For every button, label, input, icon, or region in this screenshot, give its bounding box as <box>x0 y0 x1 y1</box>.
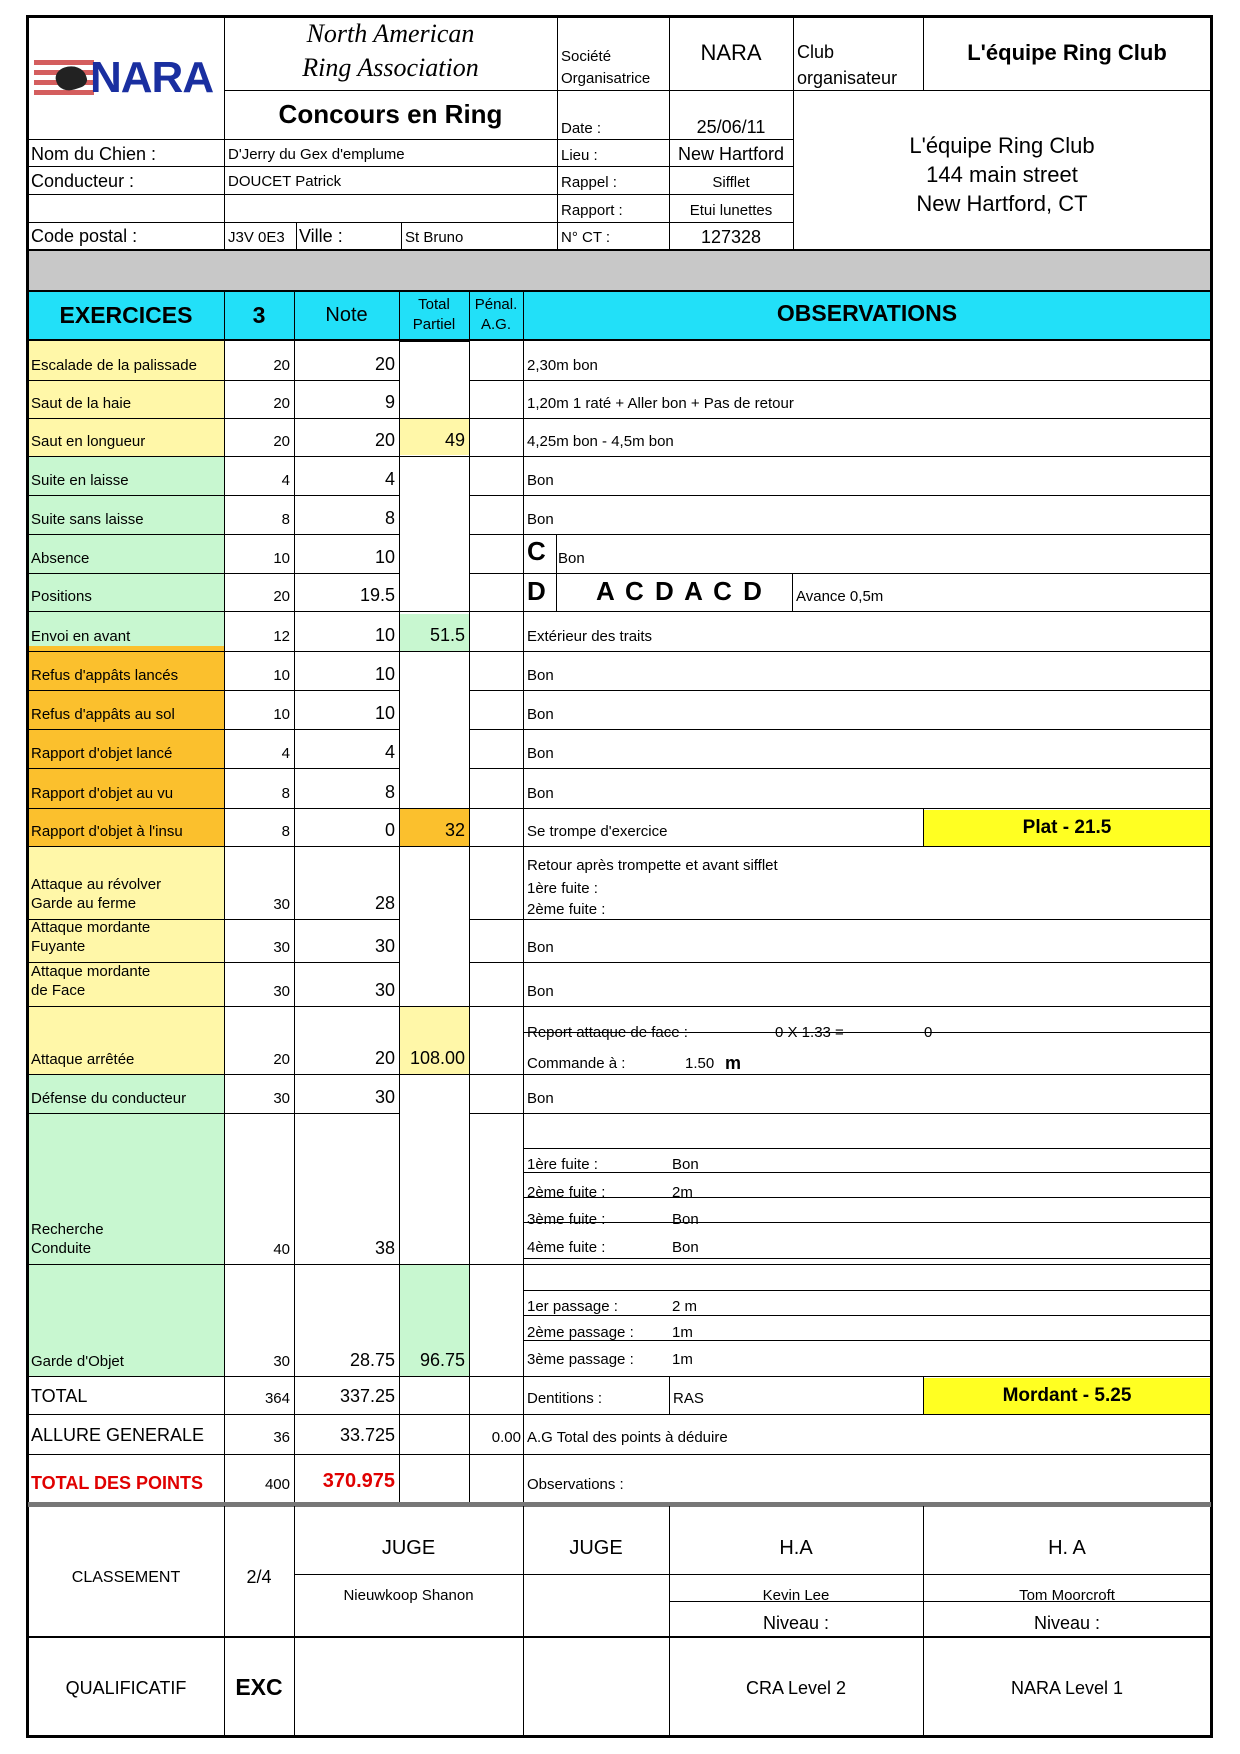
grid-line <box>28 846 399 847</box>
grid-line <box>28 1006 399 1007</box>
search-value: Bon <box>672 1239 699 1256</box>
exercise-note: 30 <box>374 1087 395 1107</box>
city-value: St Bruno <box>405 229 464 246</box>
search-value: 2m <box>672 1184 693 1201</box>
exercise-max: 30 <box>273 896 290 913</box>
grid-line <box>28 194 793 195</box>
guard-value: 2 m <box>672 1298 698 1315</box>
page-title: Concours en Ring <box>278 99 503 129</box>
grid-line <box>224 15 225 250</box>
grid-line <box>669 1376 670 1414</box>
col-level: 3 <box>252 302 266 328</box>
exercise-max: 30 <box>273 1090 290 1107</box>
grand-total-max: 400 <box>264 1476 290 1493</box>
grid-line <box>469 919 1211 920</box>
grid-line <box>399 290 400 1504</box>
grid-line <box>296 222 297 250</box>
guard-value: 1m <box>672 1351 693 1368</box>
grid-line <box>399 651 469 652</box>
guard-label: 2ème passage : <box>527 1324 634 1341</box>
exercise-observation: 4,25m bon - 4,5m bon <box>527 433 674 450</box>
exercise-note: 4 <box>384 469 395 489</box>
exercise-name: Rapport d'objet à l'insu <box>31 823 183 840</box>
exercise-note: 0 <box>384 820 395 840</box>
recall-value: Sifflet <box>712 174 750 191</box>
exercise-note: 38 <box>374 1238 395 1258</box>
grid-line <box>399 808 469 809</box>
exercise-max: 4 <box>281 745 290 762</box>
deduct-value: 0.00 <box>491 1429 521 1446</box>
exercise-note: 9 <box>384 392 395 412</box>
ranking-label: CLASSEMENT <box>71 1569 181 1586</box>
exercise-max: 20 <box>273 1051 290 1068</box>
exercise-observation: Avance 0,5m <box>796 588 884 605</box>
mordant-badge: Mordant - 5.25 <box>1002 1385 1132 1406</box>
command-label: Commande à : <box>527 1055 626 1072</box>
club-label-line2: organisateur <box>797 68 898 88</box>
exercise-observation: Bon <box>527 511 554 528</box>
exercise-max: 20 <box>273 395 290 412</box>
exercise-name: Attaque arrêtée <box>31 1051 135 1068</box>
exercise-name: Recherche <box>31 1221 104 1238</box>
org-label-line1: Société <box>561 48 612 65</box>
handler-label: Conducteur : <box>31 171 135 191</box>
grid-line <box>469 456 1211 457</box>
qualification-label: QUALIFICATIF <box>65 1678 187 1698</box>
grid-line <box>224 1506 225 1736</box>
grid-line <box>792 573 793 611</box>
grid-line <box>28 380 399 381</box>
exercise-max: 30 <box>273 1353 290 1370</box>
grid-line <box>523 1148 1211 1149</box>
exercise-observation: Retour après trompette et avant sifflet <box>527 857 778 874</box>
date-label: Date : <box>561 120 602 137</box>
exercise-observation: Bon <box>527 1090 554 1107</box>
grid-line <box>469 962 1211 963</box>
retrieve-value: Etui lunettes <box>689 202 773 219</box>
exercise-observation: Bon <box>527 472 554 489</box>
exercise-observation: Extérieur des traits <box>527 628 653 645</box>
search-label: 1ère fuite : <box>527 1156 598 1173</box>
exercise-observation: Bon <box>527 785 554 802</box>
absence-letter: C <box>527 536 546 566</box>
exercise-name: Escalade de la palissade <box>31 357 197 374</box>
search-label: 2ème fuite : <box>527 1184 606 1201</box>
grid-line <box>28 1502 1211 1507</box>
exercise-name-line2: de Face <box>31 982 86 999</box>
grid-line <box>523 1222 1211 1223</box>
ha1-title: H.A <box>779 1537 813 1559</box>
grid-line <box>28 1113 399 1114</box>
association-line1: North American <box>306 19 475 48</box>
exercise-max: 8 <box>281 511 290 528</box>
city-label: Ville : <box>299 226 343 246</box>
exercise-partial: 32 <box>444 820 465 840</box>
dog-value: D'Jerry du Gex d'emplume <box>228 146 405 163</box>
total-label: TOTAL <box>31 1386 88 1406</box>
grid-line <box>399 456 469 457</box>
allure-max: 36 <box>273 1429 290 1446</box>
exercise-name: Absence <box>31 550 90 567</box>
exercise-max: 4 <box>281 472 290 489</box>
grid-line <box>28 611 399 612</box>
exercise-name: Défense du conducteur <box>31 1090 187 1107</box>
grid-line <box>469 1074 1211 1075</box>
report-label: Report attaque de face : <box>527 1024 688 1041</box>
exercise-max: 30 <box>273 983 290 1000</box>
grid-line <box>523 1258 1211 1259</box>
grid-line <box>28 573 399 574</box>
dog-label: Nom du Chien : <box>31 144 157 164</box>
guard-value: 1m <box>672 1324 693 1341</box>
col-exercises: EXERCICES <box>59 302 193 328</box>
grid-line <box>469 495 1211 496</box>
exercise-note: 30 <box>374 936 395 956</box>
search-label: 3ème fuite : <box>527 1211 606 1228</box>
exercise-max: 8 <box>281 823 290 840</box>
grid-line <box>399 341 469 342</box>
exercise-name: Rapport d'objet lancé <box>31 745 173 762</box>
exercise-name: Suite sans laisse <box>31 511 144 528</box>
exercise-name: Refus d'appâts lancés <box>31 667 179 684</box>
border-top <box>26 15 1213 18</box>
grid-line <box>28 339 1211 341</box>
exercise-name-line2: Garde au ferme <box>31 895 137 912</box>
grid-line <box>469 380 1211 381</box>
exercise-note: 10 <box>374 547 395 567</box>
grid-line <box>28 690 399 691</box>
grid-line <box>28 418 399 419</box>
search-value: Bon <box>672 1211 699 1228</box>
positions-letter: D <box>527 576 546 606</box>
report-formula: 0 X 1.33 = <box>775 1024 844 1041</box>
search-label: 4ème fuite : <box>527 1239 606 1256</box>
exercise-note: 20 <box>374 1048 395 1068</box>
org-value: NARA <box>700 40 762 65</box>
grid-line <box>28 1074 399 1075</box>
place-label: Lieu : <box>561 147 598 164</box>
grid-line <box>469 651 1211 652</box>
col-observations: OBSERVATIONS <box>776 300 958 326</box>
grid-line <box>401 222 402 250</box>
org-label-line2: Organisatrice <box>561 70 651 87</box>
grid-line <box>469 1376 1211 1377</box>
exercise-max: 10 <box>273 550 290 567</box>
exercise-max: 8 <box>281 785 290 802</box>
ct-value: 127328 <box>700 227 762 247</box>
grid-line <box>469 611 1211 612</box>
retrieve-label: Rapport : <box>561 202 623 219</box>
report-result: 0 <box>924 1024 933 1041</box>
allure-label: ALLURE GENERALE <box>31 1425 205 1445</box>
exercise-observation: Bon <box>527 939 554 956</box>
ha2-title: H. A <box>1048 1537 1086 1559</box>
postal-label: Code postal : <box>31 226 138 246</box>
grid-line <box>294 1574 1211 1575</box>
grid-line <box>469 690 1211 691</box>
grid-line <box>469 846 1211 847</box>
col-penal-line2: A.G. <box>480 316 511 333</box>
exercise-partial: 96.75 <box>419 1350 465 1370</box>
guard-label: 3ème passage : <box>527 1351 634 1368</box>
col-total-line1: Total <box>418 296 450 313</box>
grid-line <box>28 1376 399 1377</box>
grid-line <box>523 1197 1211 1198</box>
exercise-name: Saut en longueur <box>31 433 146 450</box>
grid-line <box>224 90 793 91</box>
ranking-value: 2/4 <box>246 1567 272 1587</box>
exercise-observation-line2: 1ère fuite : <box>527 880 598 897</box>
exercise-note: 4 <box>384 742 395 762</box>
grid-line <box>399 611 469 612</box>
logo-text: NARA <box>90 53 214 102</box>
grid-line <box>28 290 1211 292</box>
exercise-name: Envoi en avant <box>31 628 131 645</box>
ha2-name: Tom Moorcroft <box>1019 1587 1115 1604</box>
exercise-observation: Bon <box>527 745 554 762</box>
grid-line <box>399 846 469 847</box>
exercise-name: Positions <box>31 588 92 605</box>
address-line2: 144 main street <box>926 162 1078 187</box>
grand-total-value: 370.975 <box>322 1470 395 1492</box>
ha1-level-label: Niveau : <box>762 1613 830 1633</box>
grid-line <box>28 729 399 730</box>
exercise-max: 20 <box>273 433 290 450</box>
exercise-partial: 51.5 <box>429 625 465 645</box>
grid-line <box>28 249 1211 251</box>
grid-line <box>469 1264 1211 1265</box>
exercise-observation: Bon <box>527 706 554 723</box>
exercise-observation-line3: 2ème fuite : <box>527 901 606 918</box>
grid-line <box>523 290 524 1504</box>
grid-line <box>28 1414 1211 1415</box>
exercise-max: 20 <box>273 588 290 605</box>
exercise-name: Garde d'Objet <box>31 1353 124 1370</box>
exercise-note: 10 <box>374 703 395 723</box>
grand-total-label: TOTAL DES POINTS <box>31 1473 204 1493</box>
grid-line <box>469 573 1211 574</box>
exercise-partial: 108.00 <box>409 1048 465 1068</box>
ha2-level: NARA Level 1 <box>1010 1678 1124 1698</box>
exercise-observation: Bon <box>527 667 554 684</box>
grid-line <box>28 1454 1211 1455</box>
ha1-level: CRA Level 2 <box>745 1678 847 1698</box>
exercise-note: 8 <box>384 508 395 528</box>
grid-line <box>28 456 399 457</box>
place-value: New Hartford <box>677 144 785 164</box>
allure-value: 33.725 <box>339 1425 395 1445</box>
grid-line <box>28 166 793 167</box>
grid-line <box>28 139 793 140</box>
border-left <box>26 15 29 1738</box>
exercise-partial: 49 <box>444 430 465 450</box>
exercise-name: Attaque au révolver <box>31 876 162 893</box>
dentitions-value: RAS <box>673 1390 704 1407</box>
grid-line <box>399 1376 469 1377</box>
exercise-max: 10 <box>273 667 290 684</box>
grid-line <box>28 1636 1211 1638</box>
exercise-max: 30 <box>273 939 290 956</box>
search-value: Bon <box>672 1156 699 1173</box>
exercise-name: Suite en laisse <box>31 472 129 489</box>
association-line2: Ring Association <box>302 53 479 82</box>
handler-value: DOUCET Patrick <box>228 173 342 190</box>
exercise-observation: Se trompe d'exercice <box>527 823 668 840</box>
recall-label: Rappel : <box>561 174 617 191</box>
grid-line <box>469 534 1211 535</box>
grid-line <box>28 1264 399 1265</box>
exercise-note: 30 <box>374 980 395 1000</box>
exercise-note: 20 <box>374 354 395 374</box>
exercise-note: 20 <box>374 430 395 450</box>
grid-line <box>557 15 558 250</box>
address-line3: New Hartford, CT <box>916 191 1088 216</box>
exercise-name: Attaque mordante <box>31 963 151 980</box>
exercise-note: 28 <box>374 893 395 913</box>
guard-label: 1er passage : <box>527 1298 618 1315</box>
exercise-observation: Bon <box>558 550 585 567</box>
grid-line <box>469 418 1211 419</box>
nara-logo <box>34 52 220 104</box>
exercise-max: 40 <box>273 1241 290 1258</box>
grid-line <box>523 1290 1211 1291</box>
grid-line <box>793 90 1211 91</box>
command-value: 1.50 <box>685 1055 715 1072</box>
exercise-observation: Bon <box>527 983 554 1000</box>
ct-label: N° CT : <box>561 229 611 246</box>
exercise-observation: 2,30m bon <box>527 357 598 374</box>
exercise-name: Attaque mordante <box>31 919 151 936</box>
exercise-observation: 1,20m 1 raté + Aller bon + Pas de retour <box>527 395 794 412</box>
exercise-note: 19.5 <box>359 585 395 605</box>
address-line1: L'équipe Ring Club <box>909 133 1095 158</box>
exercise-note: 10 <box>374 625 395 645</box>
exercise-note: 10 <box>374 664 395 684</box>
grid-line <box>469 808 1211 809</box>
dentitions-label: Dentitions : <box>527 1390 603 1407</box>
col-total-line2: Partiel <box>412 316 456 333</box>
grid-line <box>523 1315 1211 1316</box>
grid-line <box>399 1074 469 1075</box>
exercise-name-line2: Conduite <box>31 1240 92 1257</box>
grid-line <box>28 534 399 535</box>
col-penal-line1: Pénal. <box>474 296 518 313</box>
qualification-value: EXC <box>235 1674 283 1700</box>
judge1-title: JUGE <box>381 1537 436 1559</box>
postal-value: J3V 0E3 <box>228 229 285 246</box>
ha2-level-label: Niveau : <box>1033 1613 1101 1633</box>
club-label-line1: Club <box>797 42 835 62</box>
exercise-name: Rapport d'objet au vu <box>31 785 174 802</box>
grid-line <box>399 1264 469 1265</box>
date-value: 25/06/11 <box>696 117 766 137</box>
exercise-max: 20 <box>273 357 290 374</box>
fill-grey-band <box>28 251 1211 290</box>
club-value: L'équipe Ring Club <box>967 40 1167 65</box>
command-unit: m <box>725 1053 742 1073</box>
grid-line <box>399 418 469 419</box>
grid-line <box>469 768 1211 769</box>
grid-line <box>469 729 1211 730</box>
border-bottom <box>26 1735 1213 1738</box>
exercise-name-line2: Fuyante <box>31 938 86 955</box>
grid-line <box>523 1172 1211 1173</box>
grid-line <box>28 495 399 496</box>
grid-line <box>399 1006 469 1007</box>
exercise-note: 28.75 <box>349 1350 395 1370</box>
total-max: 364 <box>264 1390 290 1407</box>
grid-line <box>28 808 399 809</box>
grid-line <box>28 768 399 769</box>
ha1-name: Kevin Lee <box>762 1587 830 1604</box>
grid-line <box>469 1113 1211 1114</box>
exercise-max: 12 <box>273 628 290 645</box>
judge2-title: JUGE <box>569 1537 623 1559</box>
deduct-label: A.G Total des points à déduire <box>527 1429 728 1446</box>
exercise-max: 10 <box>273 706 290 723</box>
grid-line <box>469 290 470 1504</box>
observations-label: Observations : <box>527 1476 624 1493</box>
grid-line <box>28 651 399 652</box>
plat-badge: Plat - 21.5 <box>1022 817 1112 838</box>
grid-line <box>469 1006 1211 1007</box>
grid-line <box>28 222 793 223</box>
border-right <box>1210 15 1213 1738</box>
exercise-name: Saut de la haie <box>31 395 132 412</box>
exercise-note: 8 <box>384 782 395 802</box>
judge1-name: Nieuwkoop Shanon <box>343 1587 474 1604</box>
exercise-name: Refus d'appâts au sol <box>31 706 175 723</box>
col-note: Note <box>325 304 368 326</box>
total-value: 337.25 <box>339 1386 395 1406</box>
positions-sequence: A C D A C D <box>596 576 764 606</box>
